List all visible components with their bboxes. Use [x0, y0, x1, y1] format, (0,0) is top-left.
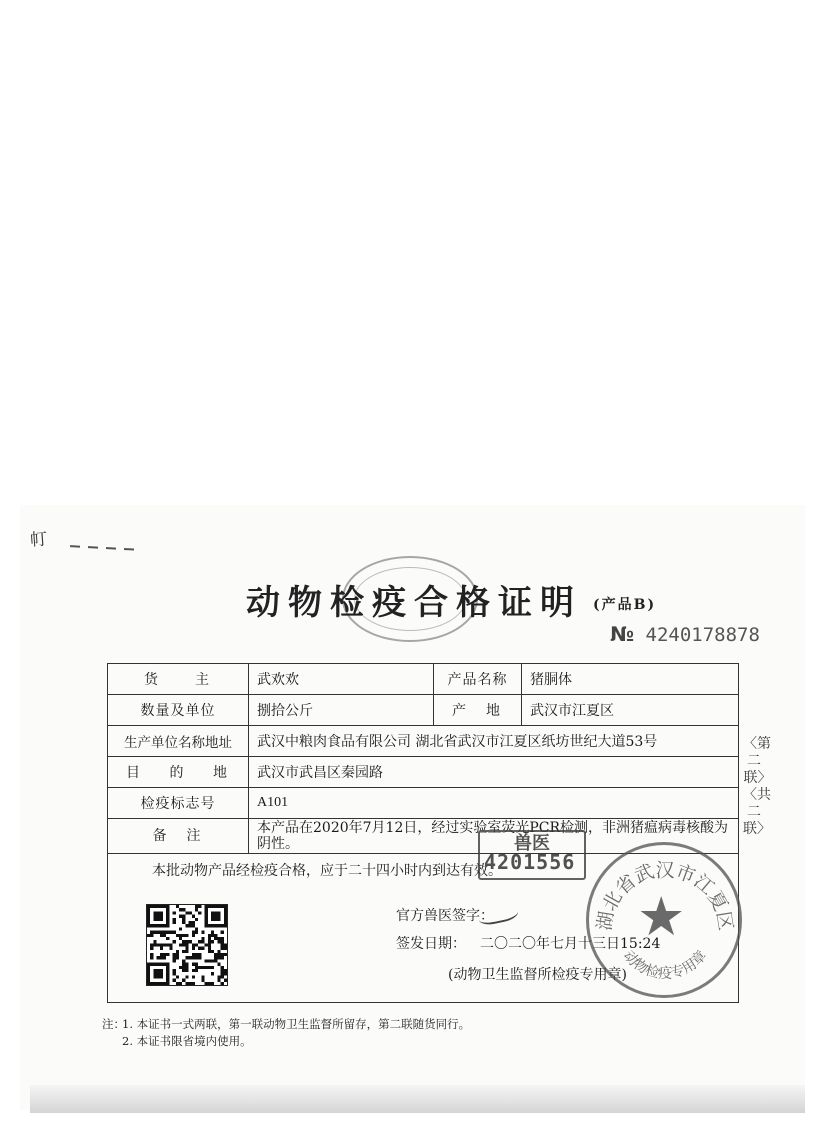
owner-value: 武欢欢 — [249, 664, 434, 695]
serial-number — [610, 622, 760, 646]
owner-label: 货 主 — [108, 664, 249, 695]
handwritten-note: 帄 — [29, 529, 48, 551]
vet-signature-label: 官方兽医签字： — [396, 908, 494, 924]
serial-label: № — [610, 622, 635, 646]
table-row — [108, 757, 739, 788]
stamp-caption: (动物卫生监督所检疫专用章) — [448, 967, 627, 983]
quarantine-mark-label: 检疫标志号 — [108, 788, 249, 819]
issue-date-value: 二〇二〇年七月十三日15:24 — [480, 936, 661, 952]
product-name-value: 猪胴体 — [522, 664, 739, 695]
star-icon: ★ — [637, 885, 686, 948]
seal-text-path: 湖北省武汉市江夏区 — [593, 859, 737, 933]
seal-bottom-path: 动物检疫专用章 — [619, 947, 711, 982]
note-line-1: 1. 本证书一式两联，第一联动物卫生监督所留存，第二联随货同行。 — [122, 1017, 471, 1031]
note-line-2: 2. 本证书限省境内使用。 — [122, 1034, 252, 1048]
destination-value: 武汉市武昌区秦园路 — [249, 757, 739, 788]
table-row — [108, 788, 739, 819]
destination-label: 目的地 — [108, 757, 249, 788]
serial-value: 4240178878 — [645, 624, 760, 646]
quarantine-mark-value: A101 — [249, 788, 739, 819]
remark-value: 本产品在2020年7月12日，经过实验室荧光PCR检测，非洲猪瘟病毒核酸为阴性。 — [249, 819, 739, 854]
certificate-notes — [102, 1016, 471, 1050]
quarantine-conclusion: 本批动物产品经检疫合格，应于二十四小时内到达有效。 — [152, 863, 502, 879]
origin-label: 产 地 — [434, 695, 522, 726]
vet-stamp-title: 兽医 — [514, 833, 550, 854]
certificate-subtitle: (产品B) — [593, 597, 657, 613]
copy-side-note: 〈第二联〉〈共二联〉 — [743, 736, 771, 837]
vet-id-stamp — [478, 830, 586, 880]
remark-label: 备 注 — [108, 819, 249, 854]
notes-lead: 注： — [102, 1017, 125, 1031]
table-row — [108, 695, 739, 726]
origin-value: 武汉市江夏区 — [522, 695, 739, 726]
table-row — [108, 726, 739, 757]
quantity-label: 数量及单位 — [108, 695, 249, 726]
scan-shadow — [30, 1085, 805, 1113]
official-seal — [586, 842, 742, 998]
qr-code[interactable] — [146, 904, 228, 986]
producer-label: 生产单位名称地址 — [108, 726, 249, 757]
issue-date-label: 签发日期： — [396, 936, 466, 952]
certificate-title: 动物检疫合格证明 — [246, 583, 582, 623]
product-name-label: 产品名称 — [434, 664, 522, 695]
table-row — [108, 664, 739, 695]
quantity-value: 捌拾公斤 — [249, 695, 434, 726]
vet-stamp-number: 4201556 — [484, 850, 576, 874]
producer-value: 武汉中粮肉食品有限公司 湖北省武汉市江夏区纸坊世纪大道53号 — [249, 726, 739, 757]
seal-bottom-text — [620, 947, 710, 982]
